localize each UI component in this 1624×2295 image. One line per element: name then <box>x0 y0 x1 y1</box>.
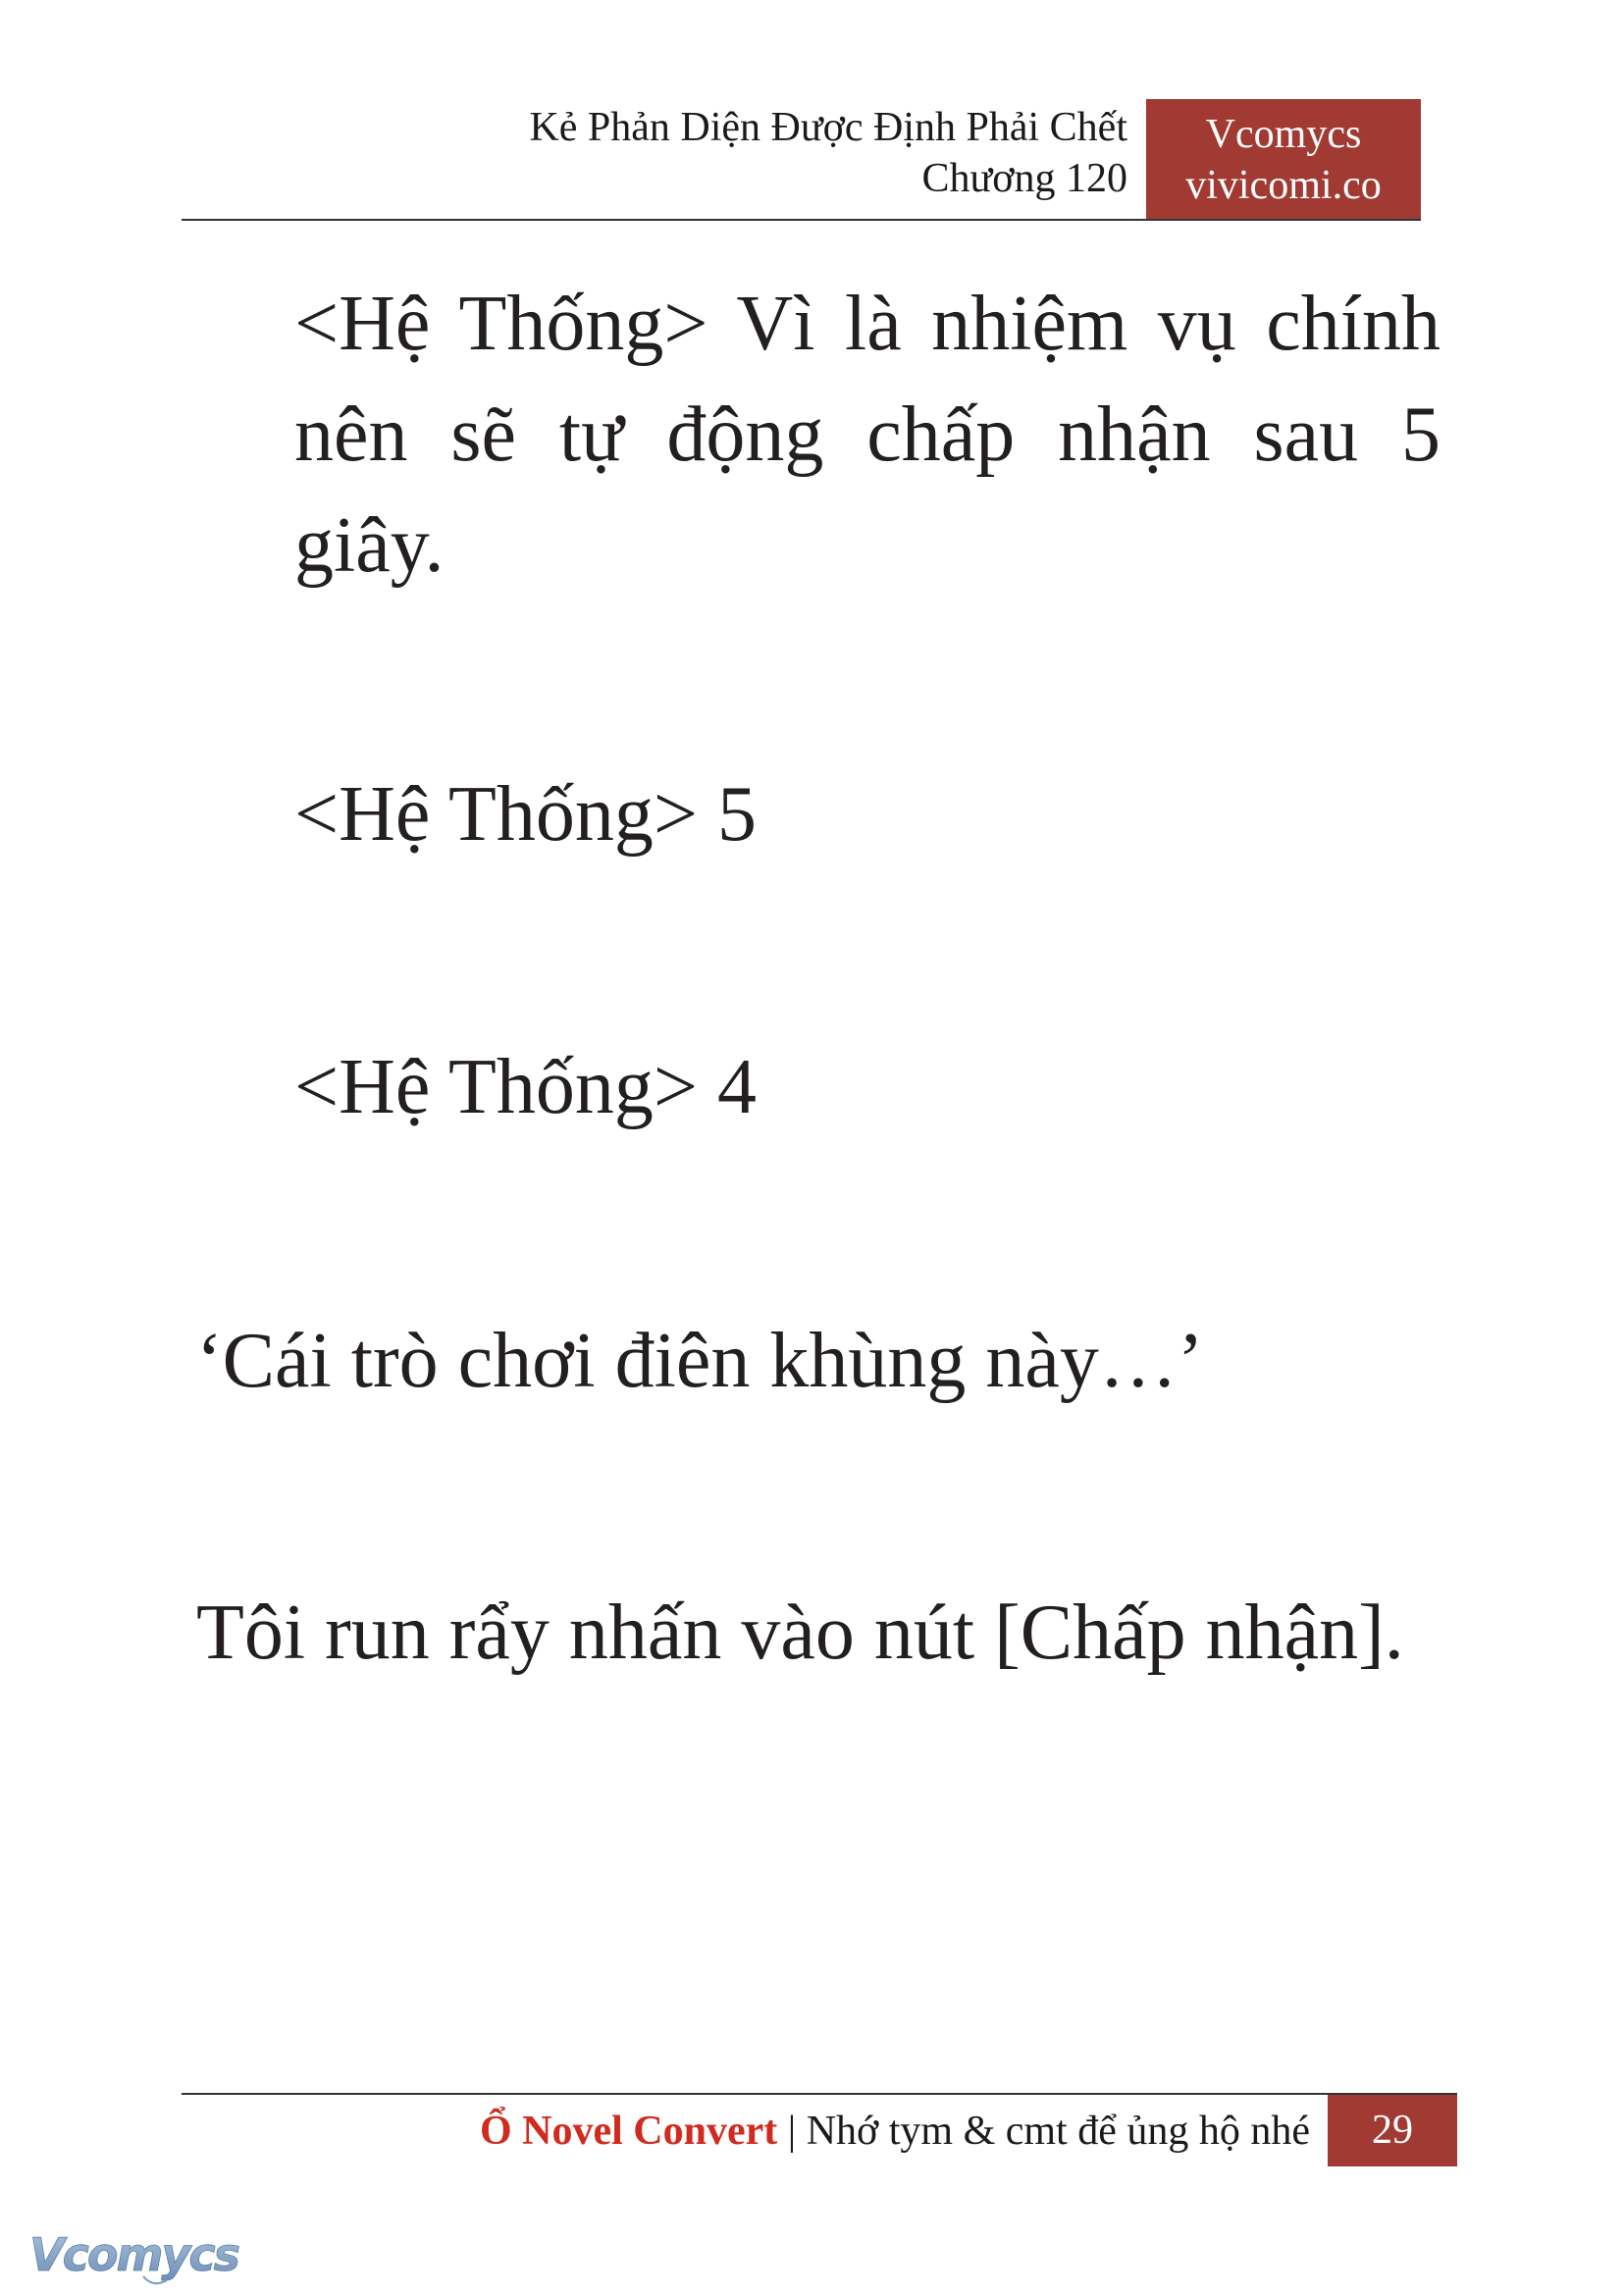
brand-name: Vcomycs <box>1205 112 1362 157</box>
brand-box <box>1146 99 1421 221</box>
brand-site: vivicomi.co <box>1185 163 1382 208</box>
running-header <box>529 102 1127 204</box>
paragraph: <Hệ Thống> Vì là nhiệm vụ chính nên sẽ tự động chấp nhận sau 5 giây. <box>294 281 1441 589</box>
paragraph: <Hệ Thống> 5 <box>294 771 757 858</box>
chapter-label: Chương 120 <box>921 156 1127 201</box>
page-number: 29 <box>1328 2095 1457 2166</box>
footer-divider <box>182 2093 1457 2095</box>
footer-separator: | <box>787 2109 797 2154</box>
book-title: Kẻ Phản Diện Được Định Phải Chết <box>529 105 1127 150</box>
svg-text:Vcomycs: Vcomycs <box>29 2228 239 2281</box>
footer-credit <box>480 2102 1310 2161</box>
vcomycs-logo <box>26 2225 251 2292</box>
header-divider <box>182 219 1421 221</box>
paragraph: ‘Cái trò chơi điên khùng này…’ <box>196 1318 1204 1404</box>
paragraph: Tôi run rẩy nhấn vào nút [Chấp nhận]. <box>196 1590 1404 1676</box>
paragraph: <Hệ Thống> 4 <box>294 1044 757 1130</box>
footer-message: Nhớ tym & cmt để ủng hộ nhé <box>806 2109 1310 2154</box>
footer-brand: Ổ Novel Convert <box>479 2109 778 2154</box>
